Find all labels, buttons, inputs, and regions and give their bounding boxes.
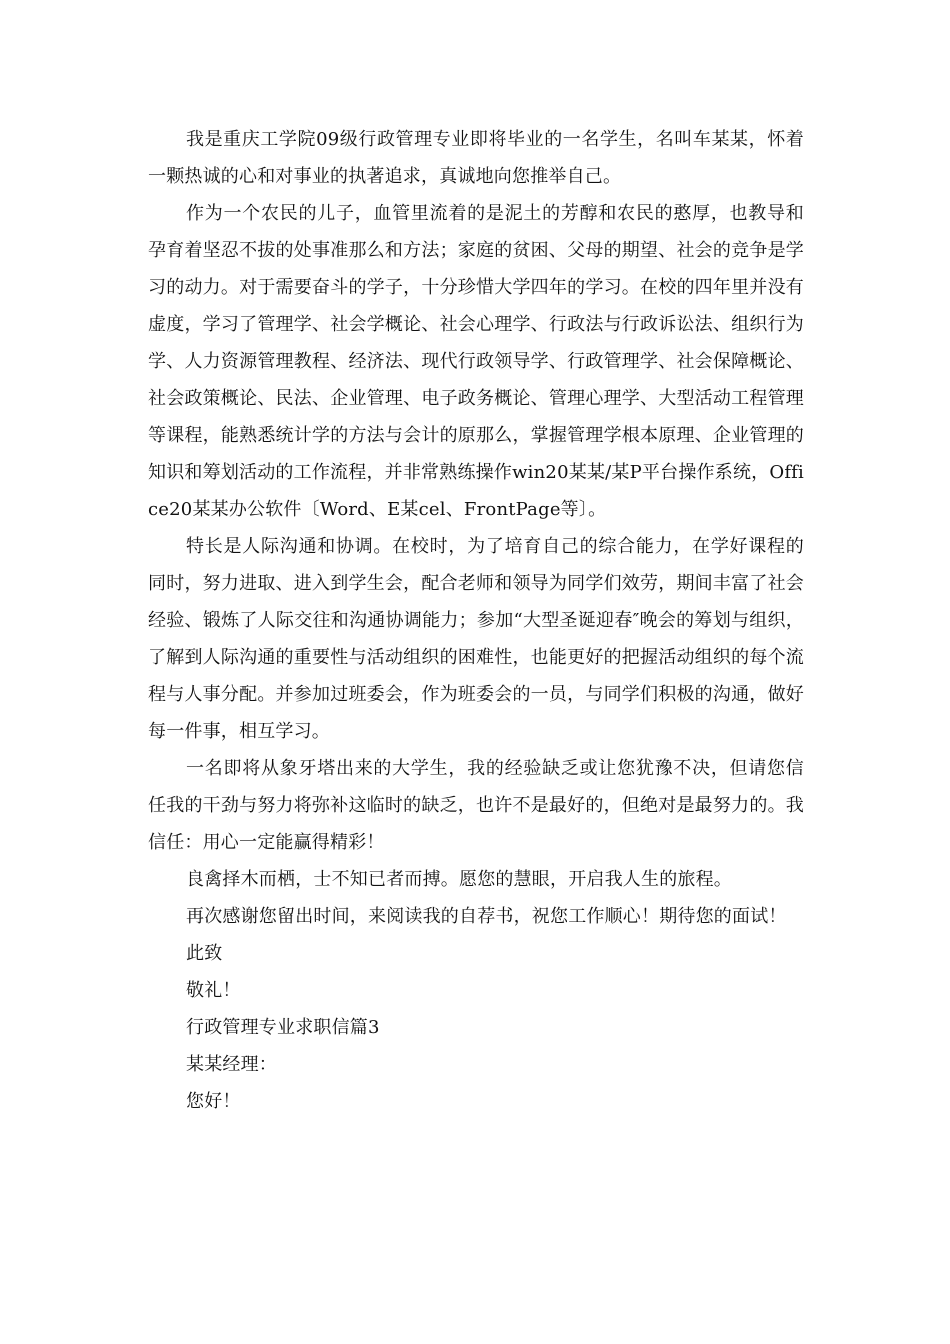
section-title: 行政管理专业求职信篇3 [186,1017,380,1038]
closing-salute: 敬礼！ [186,980,241,1001]
paragraph-intro: 我是重庆工学院09级行政管理专业即将毕业的一名学生，名叫车某某，怀着一颗热诚的心和对事业的执著追求，真诚地向您推举自己。 [148,129,804,187]
salutation: 某某经理： [186,1054,277,1075]
paragraph-background: 作为一个农民的儿子，血管里流着的是泥土的芳醇和农民的憨厚，也教导和孕育着坚忍不拔的处事准那么和方法；家庭的贫困、父母的期望、社会的竞争是学习的动力。对于需要奋斗的学子，十分珍惜大学四年的学习。在校的四年里并没有虚度，学习了管理学、社会学概论、社会心理学、行政法与行政诉讼法、组织行为学、人力资源管理教程、经济法、现代行政领导学、行政管理学、社会保障概论、社会政策概论、民法、企业管理、电子政务概论、管理心理学、大型活动工程管理等课程，能熟悉统计学的方法与会计的原那么，掌握管理学根本原理、企业管理的知识和筹划活动的工作流程，并非常熟练操作win20某某/某P平台操作系统，Office20某某办公软件〔Word、E某cel、FrontPage等〕。 [148,203,804,520]
paragraph-thanks: 再次感谢您留出时间，来阅读我的自荐书，祝您工作顺心！期待您的面试！ [186,906,787,927]
paragraph-strengths: 特长是人际沟通和协调。在校时，为了培育自己的综合能力，在学好课程的同时，努力进取、进入到学生会，配合老师和领导为同学们效劳，期间丰富了社会经验、锻炼了人际交往和沟通协调能力；参加“大型圣诞迎春″晚会的筹划与组织，了解到人际沟通的重要性与活动组织的困难性，也能更好的把握活动组织的每个流程与人事分配。并参加过班委会，作为班委会的一员，与同学们积极的沟通，做好每一件事，相互学习。 [148,536,804,742]
paragraph-aspiration: 良禽择木而栖，士不知已者而搏。愿您的慧眼，开启我人生的旅程。 [186,869,732,890]
greeting: 您好！ [186,1091,241,1112]
document-body [148,121,804,1120]
closing-respect: 此致 [186,943,223,964]
paragraph-commitment: 一名即将从象牙塔出来的大学生，我的经验缺乏或让您犹豫不决，但请您信任我的干劲与努力将弥补这临时的缺乏，也许不是最好的，但绝对是最努力的。我信任：用心一定能赢得精彩！ [148,758,804,853]
